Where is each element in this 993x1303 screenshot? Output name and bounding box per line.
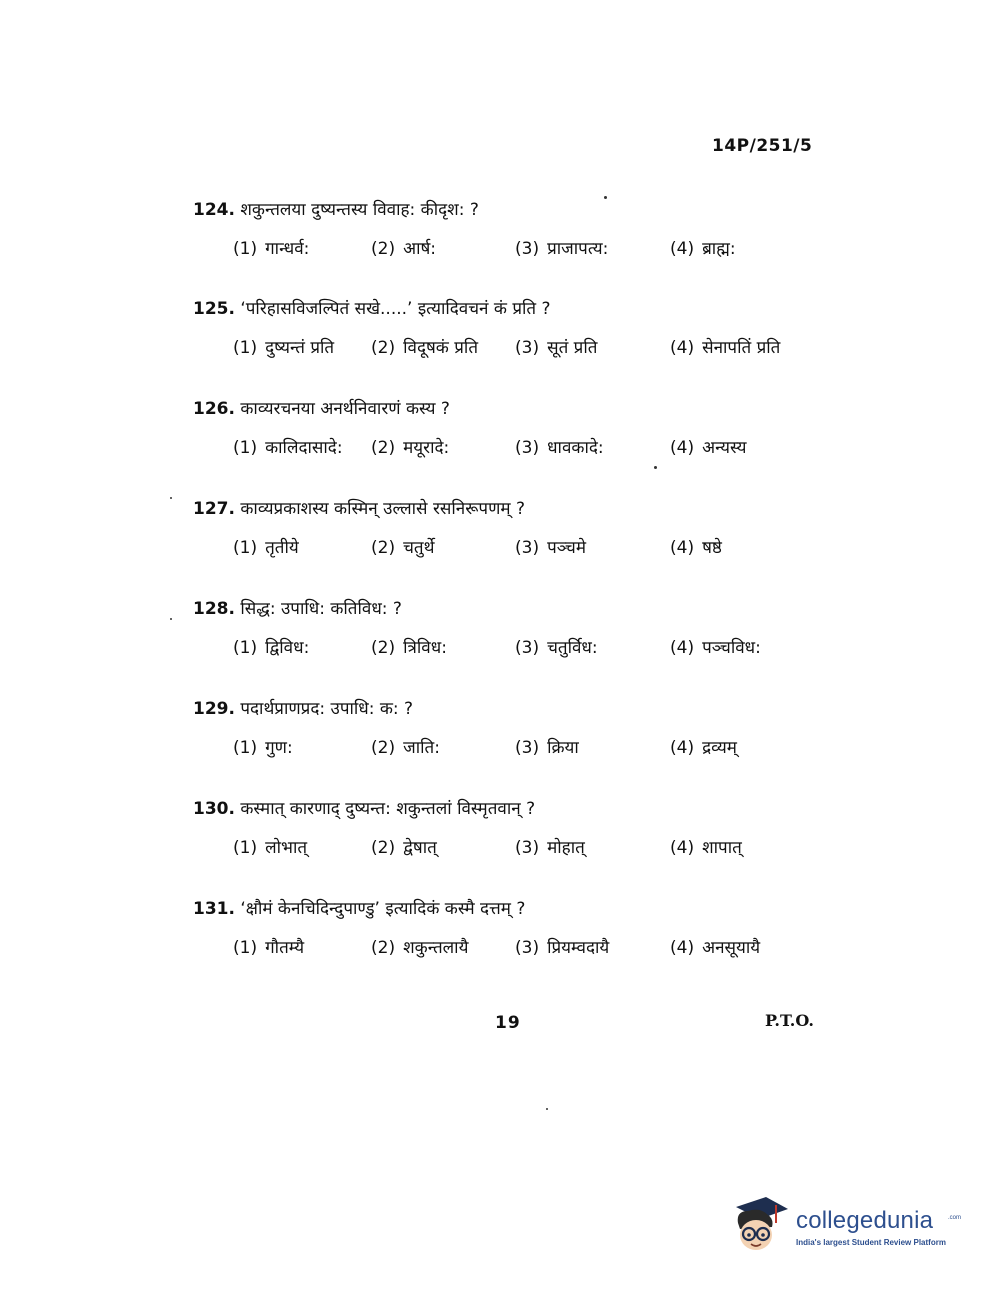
- option-text: पञ्चविध:: [702, 638, 761, 658]
- option-text: मोहात्: [547, 838, 585, 858]
- option-text: शापात्: [702, 838, 742, 858]
- question-number: 131.: [193, 899, 235, 919]
- question-number: 128.: [193, 599, 235, 619]
- question-number: 130.: [193, 799, 235, 819]
- option-1: [233, 433, 343, 463]
- option-text: तृतीये: [265, 538, 299, 558]
- question-129: [193, 695, 843, 763]
- question-127: [193, 495, 843, 563]
- option-text: कालिदासादे:: [265, 438, 343, 458]
- option-label: (3): [515, 338, 540, 358]
- options-row: [193, 533, 843, 563]
- question-128: [193, 595, 843, 663]
- option-4: [670, 234, 736, 264]
- option-label: (3): [515, 538, 540, 558]
- question-130: [193, 795, 843, 863]
- options-row: [193, 633, 843, 663]
- scan-speck: [170, 497, 172, 499]
- question-stem: [193, 196, 843, 224]
- option-3: [515, 933, 609, 963]
- question-stem: [193, 395, 843, 423]
- option-2: [371, 234, 436, 264]
- option-4: [670, 933, 760, 963]
- option-label: (4): [670, 638, 695, 658]
- option-3: [515, 733, 579, 763]
- option-label: (1): [233, 538, 258, 558]
- option-text: चतुर्थे: [403, 538, 435, 558]
- option-4: [670, 833, 742, 863]
- question-number: 125.: [193, 299, 235, 319]
- option-label: (2): [371, 738, 396, 758]
- option-3: [515, 234, 608, 264]
- option-3: [515, 533, 586, 563]
- option-label: (1): [233, 838, 258, 858]
- option-text: द्विविध:: [265, 638, 310, 658]
- option-text: मयूरादे:: [403, 438, 450, 458]
- pto-label: P.T.O.: [765, 1011, 814, 1030]
- option-label: (3): [515, 638, 540, 658]
- option-4: [670, 733, 737, 763]
- option-text: त्रिविध:: [403, 638, 447, 658]
- option-text: गान्धर्व:: [265, 239, 310, 259]
- option-label: (1): [233, 638, 258, 658]
- paper-code: 14P/251/5: [712, 136, 813, 156]
- option-text: सूतं प्रति: [547, 338, 598, 358]
- question-stem: [193, 795, 843, 823]
- option-text: प्रियम्वदायै: [547, 938, 610, 958]
- option-text: सेनापतिं प्रति: [702, 338, 781, 358]
- option-1: [233, 733, 293, 763]
- option-4: [670, 533, 722, 563]
- scan-speck: [604, 196, 607, 199]
- question-stem: [193, 895, 843, 923]
- option-label: (3): [515, 838, 540, 858]
- option-text: धावकादे:: [547, 438, 604, 458]
- question-text: सिद्ध: उपाधि: कतिविध: ?: [240, 599, 402, 619]
- option-label: (4): [670, 438, 695, 458]
- question-number: 127.: [193, 499, 235, 519]
- question-stem: [193, 495, 843, 523]
- option-text: क्रिया: [547, 738, 579, 758]
- question-text: काव्यरचनया अनर्थनिवारणं कस्य ?: [240, 399, 450, 419]
- option-2: [371, 633, 447, 663]
- option-3: [515, 433, 604, 463]
- option-1: [233, 234, 309, 264]
- option-text: अन्यस्य: [702, 438, 747, 458]
- question-text: कस्मात् कारणाद् दुष्यन्त: शकुन्तलां विस्मृतवान् ?: [240, 799, 536, 819]
- option-label: (2): [371, 638, 396, 658]
- question-text: शकुन्तलया दुष्यन्तस्य विवाह: कीदृश: ?: [240, 200, 479, 220]
- scan-speck: [546, 1108, 548, 1110]
- question-stem: [193, 595, 843, 623]
- option-label: (3): [515, 938, 540, 958]
- option-4: [670, 633, 761, 663]
- option-label: (4): [670, 239, 695, 259]
- option-3: [515, 633, 598, 663]
- question-text: ‘क्षौमं केनचिदिन्दुपाण्डु’ इत्यादिकं कस्मै दत्तम् ?: [240, 899, 526, 919]
- option-2: [371, 833, 437, 863]
- question-stem: [193, 695, 843, 723]
- option-label: (1): [233, 239, 258, 259]
- option-label: (3): [515, 438, 540, 458]
- scan-speck: [654, 466, 657, 469]
- option-label: (3): [515, 239, 540, 259]
- question-number: 124.: [193, 200, 235, 220]
- option-text: लोभात्: [265, 838, 308, 858]
- question-text: ‘परिहासविजल्पितं सखे.....’ इत्यादिवचनं कं प्रति ?: [240, 299, 551, 319]
- option-2: [371, 333, 478, 363]
- brand-tagline: India's largest Student Review Platform: [796, 1238, 946, 1247]
- option-text: जाति:: [403, 738, 440, 758]
- option-label: (2): [371, 938, 396, 958]
- option-text: प्राजापत्य:: [547, 239, 609, 259]
- option-2: [371, 533, 434, 563]
- options-row: [193, 333, 843, 363]
- option-text: विदूषकं प्रति: [403, 338, 479, 358]
- options-row: [193, 933, 843, 963]
- question-126: [193, 395, 843, 463]
- question-number: 129.: [193, 699, 235, 719]
- option-3: [515, 333, 597, 363]
- option-text: ब्राह्म:: [702, 239, 736, 259]
- page-number: 19: [495, 1013, 521, 1033]
- option-1: [233, 933, 304, 963]
- option-label: (4): [670, 538, 695, 558]
- scan-speck: [170, 618, 172, 620]
- option-label: (1): [233, 738, 258, 758]
- option-1: [233, 633, 309, 663]
- option-label: (2): [371, 838, 396, 858]
- question-text: पदार्थप्राणप्रद: उपाधि: क: ?: [240, 699, 414, 719]
- option-2: [371, 933, 468, 963]
- option-1: [233, 333, 334, 363]
- option-label: (2): [371, 438, 396, 458]
- option-1: [233, 833, 307, 863]
- option-4: [670, 433, 746, 463]
- options-row: [193, 733, 843, 763]
- collegedunia-logo: [730, 1193, 970, 1263]
- option-label: (1): [233, 338, 258, 358]
- option-text: अनसूयायै: [702, 938, 761, 958]
- option-label: (2): [371, 538, 396, 558]
- option-text: पञ्चमे: [547, 538, 586, 558]
- student-mascot-icon: [730, 1193, 792, 1261]
- option-label: (2): [371, 239, 396, 259]
- option-text: द्वेषात्: [403, 838, 437, 858]
- question-131: [193, 895, 843, 963]
- option-3: [515, 833, 585, 863]
- option-label: (4): [670, 738, 695, 758]
- option-text: शकुन्तलायै: [403, 938, 469, 958]
- option-text: दुष्यन्तं प्रति: [265, 338, 335, 358]
- option-label: (1): [233, 938, 258, 958]
- question-number: 126.: [193, 399, 235, 419]
- options-row: [193, 234, 843, 264]
- brand-tld: .com: [948, 1215, 962, 1221]
- question-124: [193, 196, 843, 264]
- option-text: गौतम्यै: [265, 938, 305, 958]
- option-label: (2): [371, 338, 396, 358]
- option-4: [670, 333, 780, 363]
- option-text: षष्ठे: [702, 538, 722, 558]
- option-label: (4): [670, 838, 695, 858]
- option-text: द्रव्यम्: [702, 738, 737, 758]
- option-text: गुण:: [265, 738, 293, 758]
- question-stem: [193, 295, 843, 323]
- brand-name: collegedunia: [796, 1207, 934, 1234]
- option-2: [371, 733, 440, 763]
- options-row: [193, 433, 843, 463]
- option-label: (4): [670, 338, 695, 358]
- option-2: [371, 433, 449, 463]
- option-label: (1): [233, 438, 258, 458]
- option-text: आर्ष:: [403, 239, 437, 259]
- question-text: काव्यप्रकाशस्य कस्मिन् उल्लासे रसनिरूपणम् ?: [240, 499, 525, 519]
- option-label: (3): [515, 738, 540, 758]
- option-label: (4): [670, 938, 695, 958]
- options-row: [193, 833, 843, 863]
- option-text: चतुर्विध:: [547, 638, 598, 658]
- question-125: [193, 295, 843, 363]
- option-1: [233, 533, 299, 563]
